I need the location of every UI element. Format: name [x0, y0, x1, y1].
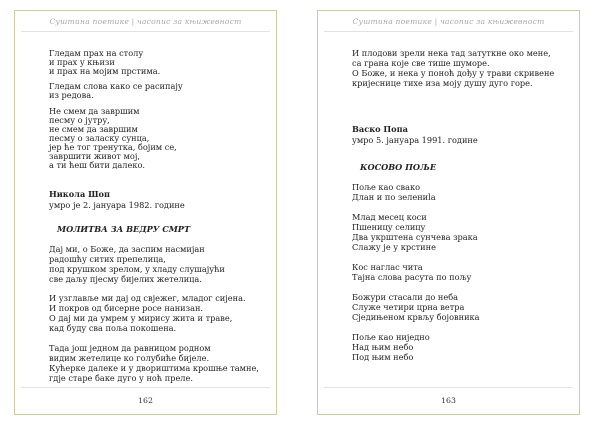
- poem-line: Длан и по зелениla: [352, 192, 436, 202]
- header-rule: [324, 31, 573, 32]
- poem-line: и прах у књизи: [49, 57, 115, 67]
- poem-line: Служе четири црна ветра: [352, 302, 465, 312]
- right-page: [317, 10, 580, 415]
- poem-line: Поље као свако: [352, 182, 421, 192]
- poem-title: МОЛИТВА ЗА ВЕДРУ СМРТ: [57, 224, 191, 234]
- poem-line: Кућерке далеке и у двориштима крошње тамне,: [49, 363, 259, 373]
- poem-line: О дај ми да умрем у мирису жита и траве,: [49, 313, 233, 323]
- author-note: умро је 2. јануара 1982. године: [49, 200, 185, 210]
- poem-line: завршити живот мој,: [49, 151, 140, 161]
- poem-line: Гледам слова како се расипају: [49, 81, 183, 91]
- poem-line: И покров од бисерне росе нанизан.: [49, 303, 204, 313]
- poem-line: Под њим небо: [352, 352, 414, 362]
- left-page: [14, 10, 277, 415]
- poem-line: И узглавље ми дај од свјежег, младог сијена.: [49, 293, 246, 303]
- poem-line: Слажу је у крстине: [352, 242, 436, 252]
- poem-line: кад буду сва поља покошена.: [49, 323, 177, 333]
- author-name: Никола Шоп: [49, 189, 110, 199]
- poem-line: Не смем да завршим: [49, 106, 140, 116]
- poem-line: песму о јутру,: [49, 115, 110, 125]
- running-head: Суштина поетике | часопис за књижевност: [49, 17, 242, 26]
- poem-line: кријеснице тихе иза моју душу дуго горе.: [352, 78, 533, 88]
- poem-line: јер ће тог тренутка, бојим се,: [49, 142, 177, 152]
- poem-line: под крушком зрелом, у хладу слушајући: [49, 264, 225, 274]
- poem-line: видим жетелице ко голубиће бијеле.: [49, 353, 210, 363]
- page-number: 162: [138, 396, 153, 405]
- poem-line: гдје старе баке дуго у ноћ преле.: [49, 373, 193, 383]
- running-head: Суштина поетике | часопис за књижевност: [352, 17, 545, 26]
- author-note: умро 5. јануара 1991. године: [352, 135, 478, 145]
- poem-line: Пшеницу селицу: [352, 222, 426, 232]
- footer-rule: [21, 387, 270, 388]
- poem-line: све даљу пјесму бијелих жетелица.: [49, 274, 202, 284]
- poem-line: Тада још једном да равницом родном: [49, 343, 211, 353]
- poem-line: песму о заласку сунца,: [49, 133, 150, 143]
- poem-line: Млад месец коси: [352, 212, 427, 222]
- poem-line: Поље као ниједно: [352, 332, 430, 342]
- poem-line: Сједињеном крвљу бојовника: [352, 312, 480, 322]
- footer-rule: [324, 387, 573, 388]
- header-rule: [21, 31, 270, 32]
- poem-line: Дај ми, о Боже, да заспим насмијан: [49, 244, 205, 254]
- poem-line: Над њим небо: [352, 342, 414, 352]
- poem-line: Два укрштена сунчева зрака: [352, 232, 478, 242]
- poem-line: Кос наглас чита: [352, 262, 423, 272]
- poem-line: Тајна слова расута по пољу: [352, 272, 472, 282]
- poem-line: Гледам прах на столу: [49, 48, 144, 58]
- poem-line: И плодови зрели нека тад затуткне око мене,: [352, 48, 551, 58]
- author-name: Васко Попа: [352, 124, 408, 134]
- poem-line: Божури стасали до неба: [352, 292, 459, 302]
- poem-line: радошћу ситих препелица,: [49, 254, 166, 264]
- poem-line: и прах на мојим прстима.: [49, 66, 161, 76]
- poem-line: О Боже, и нека у поноћ дођу у трави скривене: [352, 68, 555, 78]
- poem-line: а ти ћеш бити далеко.: [49, 160, 145, 170]
- poem-title: КОСОВО ПОЉЕ: [360, 162, 437, 172]
- poem-line: са грана које све тише шуморе.: [352, 58, 490, 68]
- poem-line: из редова.: [49, 90, 94, 100]
- poem-line: не смем да завршим: [49, 124, 138, 134]
- page-number: 163: [441, 396, 456, 405]
